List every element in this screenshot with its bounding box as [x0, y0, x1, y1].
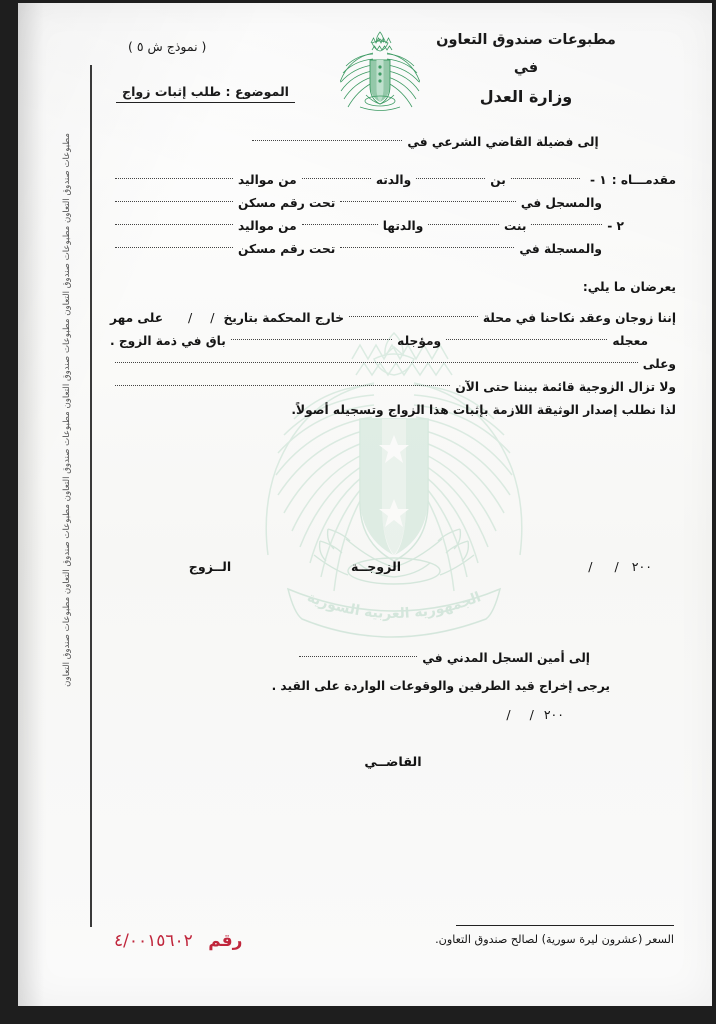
registry-addressee-row: [110, 651, 676, 665]
applicant-1-registry-row: [110, 196, 676, 210]
side-repeated-watermark-text: [52, 133, 82, 913]
registry-date-slash-1: /: [529, 707, 535, 722]
applicant-2-registry-field[interactable]: [340, 246, 514, 248]
applicant-1-house-label: تحت رقم مسكن: [238, 196, 336, 210]
applicant-2-birth-label: من مواليد: [237, 219, 297, 233]
applicant-1-registry-field[interactable]: [340, 200, 516, 202]
husband-signature-label: الــزوج: [188, 559, 232, 574]
footer-price-label: السعر (عشرون ليرة سورية) لصالح صندوق التعاون.: [435, 933, 674, 947]
applicant-2-mother-field[interactable]: [302, 223, 378, 225]
addressee-row: [110, 135, 676, 149]
addressee-field[interactable]: [252, 139, 402, 141]
applicant-2-row: [110, 219, 676, 233]
applicant-2-birth-field[interactable]: [115, 223, 233, 225]
applicant-1-son-of-label: بن: [490, 173, 506, 187]
registry-date-slash-2: /: [506, 707, 512, 722]
header-block: [376, 27, 676, 112]
registry-addressee-label: إلى أمين السجل المدني في: [422, 651, 590, 665]
form-code-label: ( نموذج ش ٥ ): [128, 39, 207, 54]
marriage-place-field[interactable]: [349, 315, 478, 317]
registry-request-label: يرجى إخراج قيد الطرفين والوقوعات الواردة على القيد .: [271, 679, 610, 693]
clause-1-text-a: إننا زوجان وعقد نكاحنا في محلة: [482, 311, 676, 325]
present-row: [110, 280, 676, 294]
applicant-1-mother-label: والدته: [375, 173, 412, 187]
clause-3-label: وعلى: [642, 357, 676, 371]
clause-2-row: [110, 334, 676, 348]
applicant-1-birth-field[interactable]: [115, 177, 233, 179]
dowry-deferred-field[interactable]: [231, 338, 392, 340]
applicant-2-house-label: تحت رقم مسكن: [238, 242, 336, 256]
header-line-3: وزارة العدل: [479, 87, 573, 107]
applicant-1-father-field[interactable]: [416, 177, 485, 179]
side-strip-label: مطبوعات صندوق التعاون مطبوعات صندوق التعاون مطبوعات صندوق التعاون مطبوعات صندوق التعاون مطبوعات صندوق التعاون مطبوعات صندوق التعاون: [61, 133, 72, 687]
registry-request-row: [110, 679, 676, 693]
applicant-1-mother-field[interactable]: [302, 177, 371, 179]
applicants-label: مقدمـــاه :: [611, 173, 676, 187]
subject-label: الموضوع : طلب إثبات زواج: [116, 84, 295, 103]
clause-1-text-b: خارج المحكمة بتاريخ: [223, 311, 344, 325]
applicant-date-group: [442, 559, 676, 574]
dowry-deferred-label: ومؤجله: [397, 334, 442, 348]
watermark-banner-text: الجمهورية العربية السورية: [304, 589, 484, 623]
applicant-2-registered-label: والمسجلة في: [519, 242, 602, 256]
marriage-date-month-slash: /: [188, 310, 193, 325]
header-line-2: في: [513, 59, 539, 76]
applicant-2-number: ٢ -: [607, 219, 624, 233]
footer-price-block: [435, 925, 674, 946]
registry-place-field[interactable]: [299, 655, 417, 657]
clause-3-row: [110, 357, 676, 371]
registry-date-year: ٢٠٠: [543, 707, 564, 722]
wife-signature-label: الزوجــة: [350, 559, 402, 574]
clause-5-label: لذا نطلب إصدار الوثيقة اللازمة بإثبات هذا الزواج وتسجيله أصولاً.: [291, 403, 676, 417]
applicant-1-number: ١ -: [589, 173, 607, 187]
dowry-prompt-field[interactable]: [446, 338, 607, 340]
subject-wrapper: [116, 81, 295, 103]
serial-label: رقم: [208, 931, 243, 951]
serial-number-value: ٤/٠٠١٥٦٠٢: [114, 931, 193, 951]
svg-text:الجمهورية العربية السورية: [305, 589, 483, 622]
applicant-date-slash-1: /: [614, 559, 619, 574]
applicant-date-slash-2: /: [588, 559, 593, 574]
form-body: [110, 135, 676, 417]
applicant-2-name-field[interactable]: [531, 223, 602, 225]
applicant-2-house-field[interactable]: [115, 246, 233, 248]
present-label: يعرضان ما يلي:: [582, 280, 676, 294]
addressee-label: إلى فضيلة القاضي الشرعي في: [407, 135, 599, 149]
clause-3-field[interactable]: [115, 361, 638, 363]
applicant-1-row: [110, 173, 676, 187]
applicant-2-registry-row: [110, 242, 676, 256]
applicant-1-name-field[interactable]: [511, 177, 580, 179]
paper-sheet: [18, 3, 712, 1006]
applicant-date-year: ٢٠٠: [631, 559, 652, 574]
serial-number-block: [114, 931, 242, 951]
clause-1-text-c: على مهر: [110, 311, 164, 325]
applicant-1-house-field[interactable]: [115, 200, 233, 202]
applicant-2-father-field[interactable]: [428, 223, 499, 225]
clause-4-row: [110, 380, 676, 394]
dowry-prompt-label: معجله: [612, 334, 648, 348]
applicant-2-daughter-of-label: بنت: [504, 219, 527, 233]
judge-signature-label: القاضــي: [364, 755, 422, 770]
clause-5-row: [110, 403, 676, 417]
footer-divider: [456, 925, 674, 926]
applicant-1-registered-label: والمسجل في: [520, 196, 602, 210]
header-line-1: مطبوعات صندوق التعاون: [436, 32, 616, 48]
clause-4-label: ولا تزال الزوجية قائمة بيننا حتى الآن: [455, 380, 676, 394]
applicant-1-birth-label: من مواليد: [238, 173, 297, 187]
clause-1-row: [110, 310, 676, 325]
side-vertical-rule: [90, 65, 92, 927]
clause-2-text-c: باق في ذمة الزوج .: [109, 334, 226, 348]
registry-date-group: [110, 707, 676, 722]
civil-registry-block: [110, 651, 676, 736]
signature-row: [110, 559, 676, 574]
marriage-date-day-slash: /: [210, 310, 215, 325]
applicant-2-mother-label: والدتها: [382, 219, 424, 233]
clause-4-field[interactable]: [115, 384, 450, 386]
